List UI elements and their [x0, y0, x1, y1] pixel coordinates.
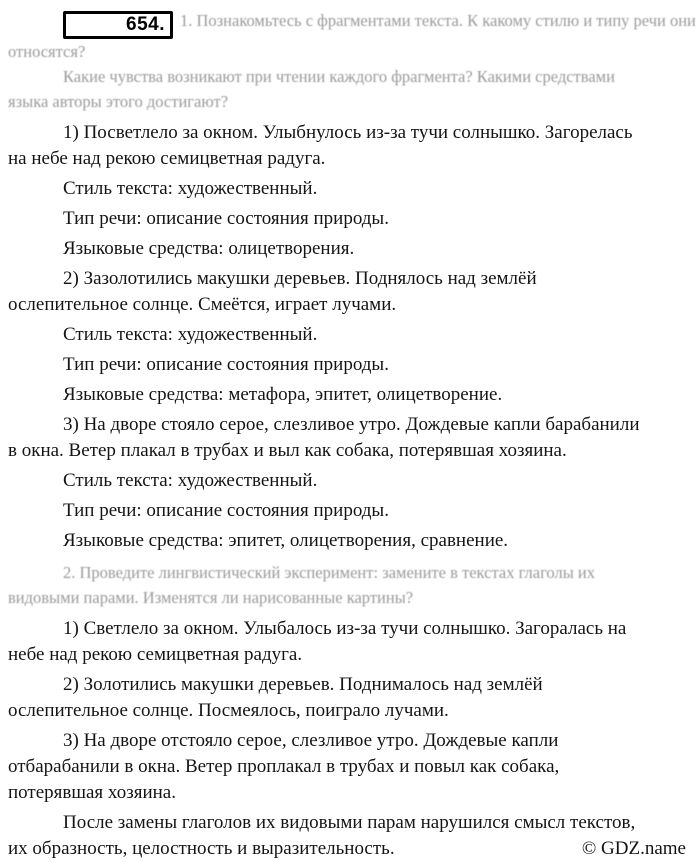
language-means-line: Языковые средства: олицетворения. [63, 238, 355, 259]
conclusion-line-1: После замены глаголов их видовыми парам нарушился смысл текстов, [63, 812, 636, 833]
part2-fragment-3-line-1: 3) На дворе отстояло серое, слезливое утро. Дождевые капли [63, 730, 559, 751]
language-means-line: Языковые средства: метафора, эпитет, олицетворение. [63, 384, 503, 405]
task2-line-1: 2. Проведите лингвистический эксперимент: замените в текстах глаголы их [63, 563, 595, 582]
fragment-1-language-means [8, 236, 690, 262]
fragment-1-speech-type [8, 206, 690, 232]
speech-type-line: Тип речи: описание состояния природы. [63, 500, 389, 521]
task1-line-2: относятся? [8, 42, 86, 61]
part2-fragment-1-line-1: 1) Светлело за окном. Улыбалось из-за тучи солнышко. Загоралась на [63, 618, 627, 639]
part2-fragment-2-line-2: ослепительное солнце. Посмеялось, поиграло лучами. [8, 700, 449, 721]
task1-instruction-text: 1. Познакомьтесь с фрагментами текста. К какому стилю и типу речи они [179, 11, 696, 30]
style-line: Стиль текста: художественный. [63, 178, 318, 199]
fragment-3-style [8, 468, 690, 494]
fragment-1-text [8, 120, 690, 172]
fragment-1-line-1: 1) Посветлело за окном. Улыбнулось из-за тучи солнышко. Загорелась [63, 122, 633, 143]
task2-line-2: видовыми парами. Изменятся ли нарисованные картины? [8, 588, 414, 607]
exercise-header [8, 8, 696, 64]
fragment-2-language-means [8, 382, 690, 408]
fragment-3-text [8, 412, 690, 464]
style-line: Стиль текста: художественный. [63, 324, 318, 345]
fragment-3-line-2: в окна. Ветер плакал в трубах и выл как собака, потерявшая хозяина. [8, 440, 567, 461]
exercise-number-badge: 654. [63, 11, 173, 39]
fragment-1-style [8, 176, 690, 202]
task1-line-1 [8, 8, 696, 39]
part2-fragment-1-text [8, 616, 690, 668]
task2-instruction [8, 560, 690, 610]
part2-fragment-2-text [8, 672, 690, 724]
part2-fragment-3-line-2: отбарабанили в окна. Ветер проплакал в трубах и повыл как собака, [8, 756, 560, 777]
fragment-3-line-1: 3) На дворе стояло серое, слезливое утро. Дождевые капли барабанили [63, 414, 640, 435]
fragment-3-speech-type [8, 498, 690, 524]
speech-type-line: Тип речи: описание состояния природы. [63, 354, 389, 375]
copyright-watermark: © GDZ.name [581, 838, 686, 859]
fragment-2-speech-type [8, 352, 690, 378]
part2-fragment-1-line-2: небе над рекою семицветная радуга. [8, 644, 303, 665]
part2-fragment-3-text [8, 728, 690, 806]
fragment-2-line-2: ослепительное солнце. Смеётся, играет лучами. [8, 294, 397, 315]
conclusion-line-2: их образность, целостность и выразительность. [8, 838, 395, 859]
fragment-3-language-means [8, 528, 690, 554]
speech-type-line: Тип речи: описание состояния природы. [63, 208, 389, 229]
task1-question-line-1: Какие чувства возникают при чтении каждого фрагмента? Какими средствами [63, 67, 615, 86]
part2-fragment-2-line-1: 2) Золотились макушки деревьев. Поднималось над землёй [63, 674, 543, 695]
style-line: Стиль текста: художественный. [63, 470, 318, 491]
fragment-2-style [8, 322, 690, 348]
task1-question [8, 64, 690, 114]
fragment-2-text [8, 266, 690, 318]
part2-fragment-3-line-3: потерявшая хозяина. [8, 782, 176, 803]
task1-question-line-2: языка авторы этого достигают? [8, 92, 229, 111]
fragment-1-line-2: на небе над рекою семицветная радуга. [8, 148, 326, 169]
language-means-line: Языковые средства: эпитет, олицетворения, сравнение. [63, 530, 509, 551]
fragment-2-line-1: 2) Зазолотились макушки деревьев. Поднялось над землёй [63, 268, 537, 289]
